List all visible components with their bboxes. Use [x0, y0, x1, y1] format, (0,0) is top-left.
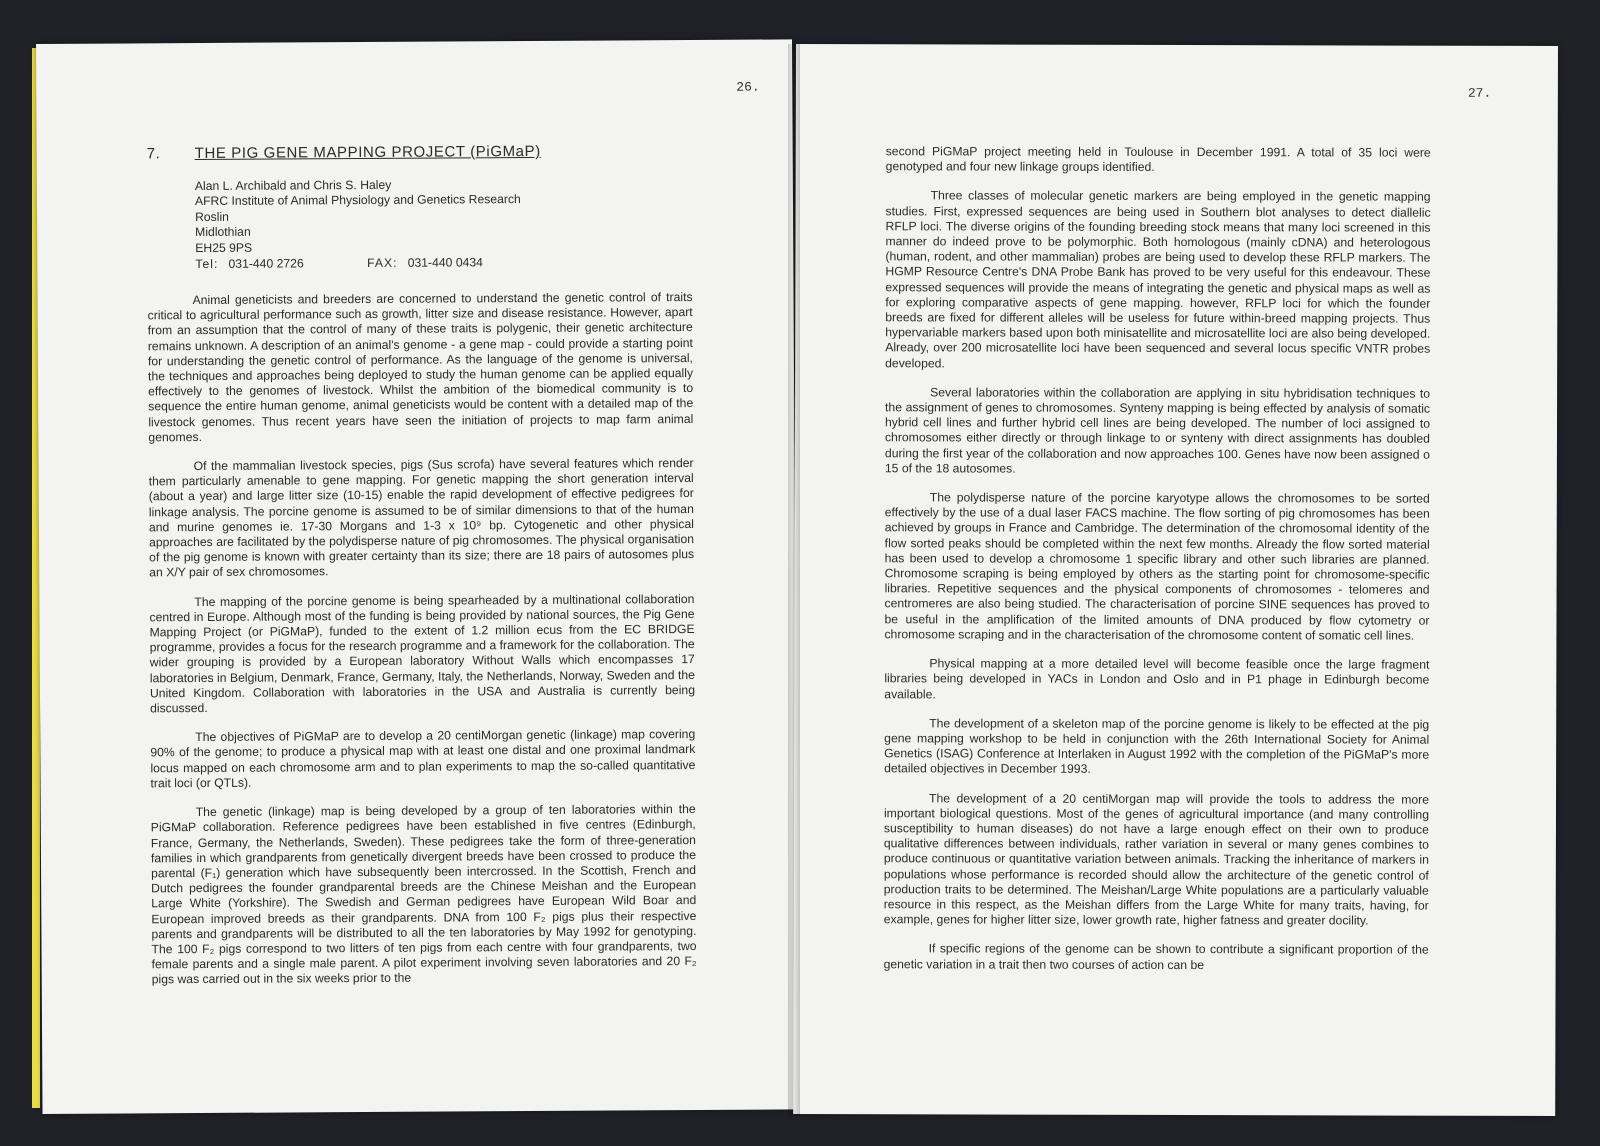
paragraph: Animal geneticists and breeders are concerned to understand the genetic control of traits critical to agricultural performance such as growth, litter size and disease resistance. However, apart from an assumption that the control of many of these traits is polygenic, their genetic architecture remains unknown. A description of an animal's genome - a gene map - could provide a starting point for understanding the genetic control of performance. As the language of the genome is universal, the techniques and approaches being deployed to study the human genome can be applied equally effectively to the genomes of livestock. Whilst the ambition of the biomedical community is to sequence the entire human genome, animal geneticists would be content with a detailed map of the livestock genomes. Thus recent years have seen the initiation of projects to map farm animal genomes.	[147, 289, 694, 445]
paragraph: Three classes of molecular genetic markers are being employed in the genetic mapping studies. First, expressed sequences are being used in Southern blot analyses to detect diallelic RFLP loci. The diverse origins of the founding breeding stock means that many loci screened in this manner do indeed prove to be polymorphic. Both homologous (mainly cDNA) and heterologous (human, rodent, and other mammalian) probes are being used to develop these RFLP markers. The HGMP Resource Centre's DNA Probe Bank has proved to be very useful for this endeavour. These expressed sequences will provide the means of integrating the genetic and physical maps as well as for exploring comparative aspects of gene mapping. however, RFLP loci for which the founder breeds are fixed for different alleles will be useless for future within-breed mapping projects. Thus hypervariable markers based upon both minisatellite and microsatellite loci are also being developed. Already, over 200 microsatellite loci have been sequenced and several locus specific VNTR probes developed.	[885, 188, 1431, 371]
paragraph: If specific regions of the genome can be shown to contribute a significant proportion of the genetic variation in a trait then two courses of action can be	[883, 941, 1429, 972]
left-body-text	[148, 290, 697, 1002]
tel-label: Tel:	[195, 256, 219, 272]
paragraph: Several laboratories within the collaboration are applying in situ hybridisation techniques to the assignment of genes to chromosomes. Synteny mapping is being effected by analysis of somatic hybrid cell lines and further hybrid cell lines are being developed. The number of loci assigned to chromosomes either directly or through linkage to or synteny with direct assignments has doubled during the first year of the collaboration and now approaches 100. Genes have now been assigned o 15 of the 18 autosomes.	[884, 385, 1431, 476]
paragraph: The objectives of PiGMaP are to develop a 20 centiMorgan genetic (linkage) map covering 90% of the genome; to produce a physical map with at least one distal and one proximal landmark locus mapped on each chromosome arm and to plan experiments to map the so-called quantitative trait loci (or QTLs).	[150, 727, 696, 791]
paragraph: The genetic (linkage) map is being developed by a group of ten laboratories within the PiGMaP collaboration. Reference pedigrees have been established in five centres (Edinburgh, France, Germany, the Netherlands, Sweden). These pedigrees take the form of three-generation families in which grandparents from genetically divergent breeds have been crossed to produce the parental (F₁) generation which have subsequently been intercrossed. In the Scottish, French and Dutch pedigrees the founder grandparental breeds are the Chinese Meishan and the European Large White (Yorkshire). The Swedish and German pedigrees have European Wild Boar and European improved breeds as their grandparents. DNA from 100 F₂ pigs plus their respective parents and grandparents will be distributed to all the ten laboratories by May 1992 for genotyping. The 100 F₂ pigs correspond to two litters of ten pigs from each centre with four grandparents, two female parents and a single male parent. A pilot experiment involving seven laboratories and 20 F₂ pigs was carried out in the six weeks prior to the	[150, 802, 697, 987]
left-page	[36, 39, 799, 1114]
address-line: Midlothian	[195, 224, 251, 240]
paragraph: The development of a skeleton map of the porcine genome is likely to be effected at the pig gene mapping workshop to be held in conjunction with the 26th International Society for Animal Genetics (ISAG) Conference at Interlaken in August 1992 with the completion of the PiGMaP's more detailed objectives in December 1993.	[884, 716, 1430, 777]
tel-value: 031-440 2726	[228, 256, 304, 271]
paragraph: The development of a 20 centiMorgan map will provide the tools to address the more important biological questions. Most of the genes of agricultural importance (and many controlling susceptibility to human diseases) do not have a large enough effect on their own to produce qualitative differences between individuals, rather variation in several or many genes combines to produce continuous or quantitative variation between animals. Tracking the inheritance of markers in populations whose performance is recorded should allow the architecture of the genetic control of production traits to be determined. The Meishan/Large White populations are a particularly valuable resource in this respect, as the Meishan differs from the Large White for many traits, having, for example, genes for higher litter size, lower growth rate, higher fatness and greater docility.	[883, 790, 1430, 928]
section-heading	[147, 143, 541, 162]
paragraph: Physical mapping at a more detailed level will become feasible once the large fragment libraries being developed in YACs in London and Oslo and in P1 phage in Edinburgh become available.	[884, 656, 1430, 701]
right-page	[793, 44, 1558, 1116]
contact-line	[195, 255, 521, 272]
author-address-block	[195, 177, 521, 272]
page-number-left: 26.	[736, 79, 760, 95]
fax-value: 031-440 0434	[407, 255, 483, 270]
paragraph: Of the mammalian livestock species, pigs (Sus scrofa) have several features which render them particularly amenable to gene mapping. For genetic mapping the short generation interval (about a year) and large litter size (10-15) enable the rapid development of effective pedigrees for linkage analysis. The porcine genome is assumed to be of similar dimensions to that of the human and murine genomes ie. 17-30 Morgans and 1-3 x 10⁹ bp. Cytogenetic and other physical approaches are facilitated by the polydisperse nature of pig chromosomes. The physical organisation of the pig genome is known with greater certainty than its size; there are 18 pairs of autosomes plus an X/Y pair of sex chromosomes.	[148, 456, 695, 580]
page-number-right: 27.	[1467, 85, 1492, 101]
paragraph-continued: second PiGMaP project meeting held in Toulouse in December 1991. A total of 35 loci were genotyped and four new linkage groups identified.	[885, 144, 1431, 175]
institution: AFRC Institute of Animal Physiology and Genetics Research	[194, 192, 521, 209]
section-number: 7.	[146, 145, 161, 163]
fax-label: FAX:	[367, 255, 398, 271]
paragraph: The mapping of the porcine genome is being spearheaded by a multinational collaboration centred in Europe. Although most of the funding is being provided by national sources, the Pig Gene Mapping Project (or PiGMaP), funded to the extent of 1.2 million ecus from the EC BRIDGE programme, provides a focus for the research programme and a framework for the collaboration. The wider grouping is provided by a European laboratory Without Walls which encompasses 17 laboratories in Belgium, Denmark, France, Germany, Italy, the Netherlands, Norway, Sweden and the United Kingdom. Collaboration with laboratories in the USA and Australia is currently being discussed.	[149, 591, 696, 716]
paragraph: The polydisperse nature of the porcine karyotype allows the chromosomes to be sorted effectively by the use of a dual laser FACS machine. The flow sorting of pig chromosomes has been achieved by groups in France and Cambridge. The determination of the chromosomal identity of the flow sorted peaks should be completed within the next few months. Already the flow sorted material has been used to develop a chromosome 1 specific library and other such libraries are planned. Chromosome scraping is being employed by others as the starting point for chromosome-specific libraries. Repetitive sequences and the physical components of chromosomes - telomeres and centromeres are also being studied. The characterisation of porcine SINE sequences has proved to be useful in the amplification of the limited amounts of DNA produced by flow cytometry or chromosome scraping and in the characterisation of the chromosome content of somatic cell lines.	[884, 490, 1430, 643]
section-title: THE PIG GENE MAPPING PROJECT (PiGMaP)	[194, 142, 541, 163]
right-body-text	[884, 144, 1431, 987]
book-spread	[28, 30, 1562, 1120]
address-line: Roslin	[195, 209, 229, 224]
address-line: EH25 9PS	[195, 240, 253, 255]
authors: Alan L. Archibald and Chris S. Haley	[194, 177, 392, 194]
book-gutter	[788, 44, 800, 1116]
